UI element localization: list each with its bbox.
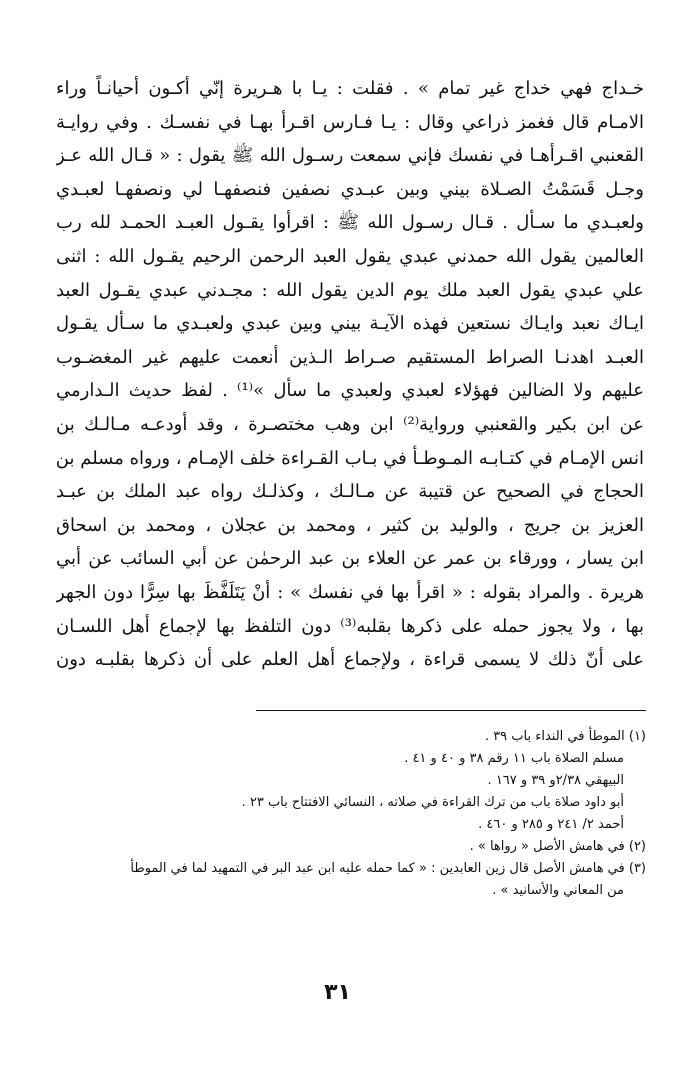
main-text-line: بها ، ولا يجوز حمله على ذكرها بقلبه⁽³⁾ دون التلفظ بها لإجماع أهل اللسـان xyxy=(56,615,644,637)
main-text-line: عليهم ولا الضالين فهؤلاء لعبدي ولعبدي ما سأل »⁽¹⁾ . لفظ حديث الـدارمي xyxy=(56,380,644,402)
footnote-separator xyxy=(256,710,646,711)
footnote-3-line: من المعاني والأسانيد » . xyxy=(492,883,624,898)
main-text-line: انس الإمـام في كتـابـه المـوطـأ في بـاب القـراءة خلف الإمـام ، ورواه مسلم بن xyxy=(56,447,644,469)
main-text-line: خـداج فهي خداج غير تمام » . فقلت : يـا با هـريرة إنّي أكـون أحيانـاً وراء xyxy=(56,78,644,99)
main-text-line: الحجاج في الصحيح عن قتيبة عن مـالـك ، وكذلـك رواه عبد الملك بن عبـد xyxy=(56,481,644,503)
main-text-line: ولعبـدي ما سـأل . قـال رسـول الله ﷺ : اقرأوا يقـول العبـد الحمـد لله رب xyxy=(56,212,644,234)
main-text-line: العزيز بن جريج ، والوليد بن كثير ، ومحمد بن عجلان ، ومحمد بن اسحاق xyxy=(56,514,644,536)
footnote-1-line: البيهقي ٢/٣٨و ٣٩ و ١٦٧ . xyxy=(487,773,624,788)
page-number: ٣١ xyxy=(324,980,351,1005)
main-text-line: ابن يسار ، وورقاء بن عمر عن العلاء بن عبد الرحمٰن عن أبي السائب عن أبي xyxy=(56,548,644,570)
main-text-line: ايـاك نعبد وايـاك نستعين فهذه الآيـة بيني وبين عبدي ولعبـدي ما سـأل يقـول xyxy=(56,313,644,335)
main-text-line: الامـام قال فغمز ذراعي وقال : يـا فـارس اقـرأ بهـا في نفسـك . وفي روايـة xyxy=(56,111,644,133)
main-text-line: هريرة . والمراد بقوله : « اقرأ بها في نفسك » : أنْ يَتَلَفَّظَ بها سِرًّا دون الجهر xyxy=(56,581,644,603)
footnote-1-line: أحمد ٢/ ٢٤١ و ٢٨٥ و ٤٦٠ . xyxy=(478,817,624,832)
main-text-line: العالمين يقول الله حمدني عبدي يقول العبد الرحمن الرحيم يقـول الله : اثنى xyxy=(56,245,644,267)
main-text-line: وجـل قَسَمْتُ الصـلاة بيني وبين عبـدي نصفين فنصفهـا لي ونصفهـا لعبـدي xyxy=(56,178,644,200)
main-text-line: العبـد اهدنـا الصراط المستقيم صـراط الـذين أنعمت عليهم غير المغضـوب xyxy=(56,346,644,368)
footnotes-block xyxy=(70,726,646,902)
main-text-line: القعنبي اقـرأهـا في نفسك فإني سمعت رسـول الله ﷺ يقول : « قـال الله عـز xyxy=(56,145,644,167)
main-text-line: عن ابن بكير والقعنبي ورواية⁽²⁾ ابن وهب مختصـرة ، وقد أودعـه مـالـك بن xyxy=(56,413,644,435)
footnote-3-line: (٣) في هامش الأصل قال زين العابدين : « كما حمله عليه ابن عبد البر في التمهيد لما في الموطأ xyxy=(130,861,646,876)
footnote-1-line: (١) الموطأ في النداء باب ٣٩ . xyxy=(484,729,646,744)
footnote-2-line: (٢) في هامش الأصل « رواها » . xyxy=(469,839,646,854)
footnote-1-line: مسلم الصلاة باب ١١ رقم ٣٨ و ٤٠ و ٤١ . xyxy=(404,751,624,766)
main-text-block xyxy=(56,72,644,677)
footnote-1-line: أبو داود صلاة باب من ترك القراءة في صلاته ، النسائي الافتتاح باب ٢٣ . xyxy=(241,795,624,810)
main-text-line: على أنّ ذلك لا يسمى قراءة ، ولإجماع أهل العلم على أن ذكرها بقلبـه دون xyxy=(56,649,644,671)
main-text-line: علي عبدي يقول العبد ملك يوم الدين يقول الله : مجـدني عبدي يقـول العبد xyxy=(56,279,644,301)
